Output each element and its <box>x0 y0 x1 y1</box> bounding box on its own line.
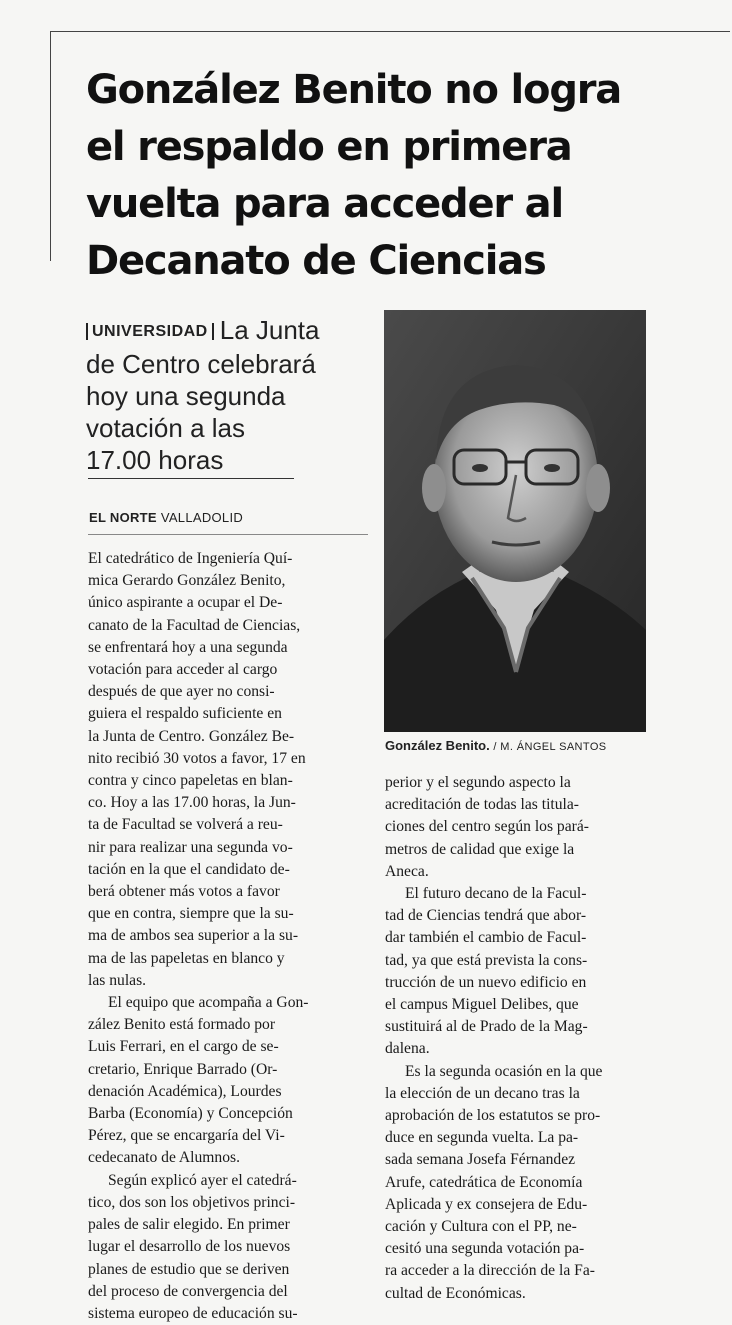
photo-caption <box>385 738 607 753</box>
body-line: las nulas. <box>88 971 147 989</box>
body-line: denación Académica), Lourdes <box>88 1082 282 1100</box>
body-line: la elección de un decano tras la <box>385 1084 580 1102</box>
dek-line: votación a las <box>86 413 245 443</box>
body-line: aprobación de los estatutos se pro- <box>385 1107 601 1125</box>
body-line: cesitó una segunda votación pa- <box>385 1240 585 1258</box>
dek-text: La Junta <box>219 315 320 345</box>
body-line: dalena. <box>385 1040 430 1058</box>
body-line: del proceso de convergencia del <box>88 1282 288 1300</box>
dek <box>86 314 376 476</box>
byline <box>89 510 243 525</box>
body-line: dar también el cambio de Facul- <box>385 929 587 947</box>
dek-line <box>86 314 376 348</box>
body-line: ma de ambos sea superior a la su- <box>88 927 299 945</box>
body-line: después de que ayer no consi- <box>88 683 275 701</box>
body-line: cedecanato de Alumnos. <box>88 1149 240 1167</box>
body-line: perior y el segundo aspecto la <box>385 774 571 791</box>
caption-credit: / M. ÁNGEL SANTOS <box>493 741 607 753</box>
body-line: único aspirante a ocupar el De- <box>88 594 283 612</box>
body-line: nito recibió 30 votos a favor, 17 en <box>88 749 306 767</box>
body-line: trucción de un nuevo edificio en <box>385 973 587 991</box>
body-line: Pérez, que se encargaría del Vi- <box>88 1127 285 1145</box>
caption-name: González Benito. <box>385 738 490 753</box>
body-line: que en contra, siempre que la su- <box>88 905 294 923</box>
body-line: berá obtener más votos a favor <box>88 883 280 901</box>
body-line: Aneca. <box>385 862 429 880</box>
byline-source: EL NORTE <box>89 510 157 525</box>
body-line: cretario, Enrique Barrado (Or- <box>88 1060 278 1078</box>
headline-line: vuelta para acceder al <box>86 181 563 227</box>
body-line: ma de las papeletas en blanco y <box>88 949 285 967</box>
body-line: El catedrático de Ingeniería Quí- <box>88 550 293 567</box>
body-line: se enfrentará hoy a una segunda <box>88 638 288 656</box>
body-line: tad, ya que está prevista la cons- <box>385 951 588 969</box>
headline-line: el respaldo en primera <box>86 124 572 170</box>
body-line: tación en la que el candidato de- <box>88 860 290 878</box>
headline-line: Decanato de Ciencias <box>86 238 546 284</box>
body-line: sada semana Josefa Férnandez <box>385 1151 576 1169</box>
body-line: cultad de Económicas. <box>385 1284 526 1302</box>
section-label: UNIVERSIDAD <box>86 323 214 340</box>
clipping-border-left <box>50 31 51 261</box>
body-line: mica Gerardo González Benito, <box>88 572 286 590</box>
body-line: planes de estudio que se deriven <box>88 1260 290 1278</box>
body-line: pales de salir elegido. En primer <box>88 1216 290 1234</box>
body-line: canato de la Facultad de Ciencias, <box>88 616 301 634</box>
dek-line: 17.00 horas <box>86 445 224 475</box>
body-line: El futuro decano de la Facul- <box>405 885 587 903</box>
headline-line: González Benito no logra <box>86 67 622 113</box>
body-line: sustituirá al de Prado de la Mag- <box>385 1018 588 1036</box>
body-line: Arufe, catedrática de Economía <box>385 1173 583 1191</box>
body-line: tad de Ciencias tendrá que abor- <box>385 907 587 925</box>
dek-line: de Centro celebrará <box>86 349 316 379</box>
body-line: co. Hoy a las 17.00 horas, la Jun- <box>88 794 296 812</box>
portrait-illustration <box>384 310 646 732</box>
body-line: ra acceder a la dirección de la Fa- <box>385 1262 595 1280</box>
body-line: guiera el respaldo suficiente en <box>88 705 282 723</box>
body-line: el campus Miguel Delibes, que <box>385 996 579 1014</box>
body-line: votación para acceder al cargo <box>88 661 278 679</box>
body-line: Luis Ferrari, en el cargo de se- <box>88 1038 279 1056</box>
body-line: cación y Cultura con el PP, ne- <box>385 1218 577 1236</box>
body-line: tico, dos son los objetivos princi- <box>88 1193 296 1211</box>
body-line: Según explicó ayer el catedrá- <box>108 1171 297 1189</box>
dek-line: hoy una segunda <box>86 381 286 411</box>
body-line: contra y cinco papeletas en blan- <box>88 772 293 790</box>
body-line: ta de Facultad se volverá a reu- <box>88 816 283 834</box>
body-line: ciones del centro según los pará- <box>385 818 589 836</box>
body-line: El equipo que acompaña a Gon- <box>108 994 309 1012</box>
body-line: Aplicada y ex consejera de Edu- <box>385 1195 588 1213</box>
body-line: Es la segunda ocasión en la que <box>405 1062 603 1080</box>
byline-divider <box>88 534 368 535</box>
body-line: Barba (Economía) y Concepción <box>88 1105 293 1123</box>
dek-divider <box>88 478 294 479</box>
body-line: la Junta de Centro. González Be- <box>88 727 295 745</box>
body-line: sistema europeo de educación su- <box>88 1304 298 1322</box>
byline-place: VALLADOLID <box>160 510 244 525</box>
body-line: zález Benito está formado por <box>88 1016 276 1034</box>
body-line: metros de calidad que exige la <box>385 840 575 858</box>
clipping-border-top <box>50 31 730 32</box>
body-line: nir para realizar una segunda vo- <box>88 838 293 856</box>
portrait-photo <box>384 310 646 732</box>
body-line: duce en segunda vuelta. La pa- <box>385 1129 579 1147</box>
headline <box>86 62 706 290</box>
body-line: lugar el desarrollo de los nuevos <box>88 1238 291 1256</box>
body-column-1 <box>88 548 362 1325</box>
body-column-2 <box>385 772 655 1305</box>
body-line: acreditación de todas las titula- <box>385 796 579 814</box>
